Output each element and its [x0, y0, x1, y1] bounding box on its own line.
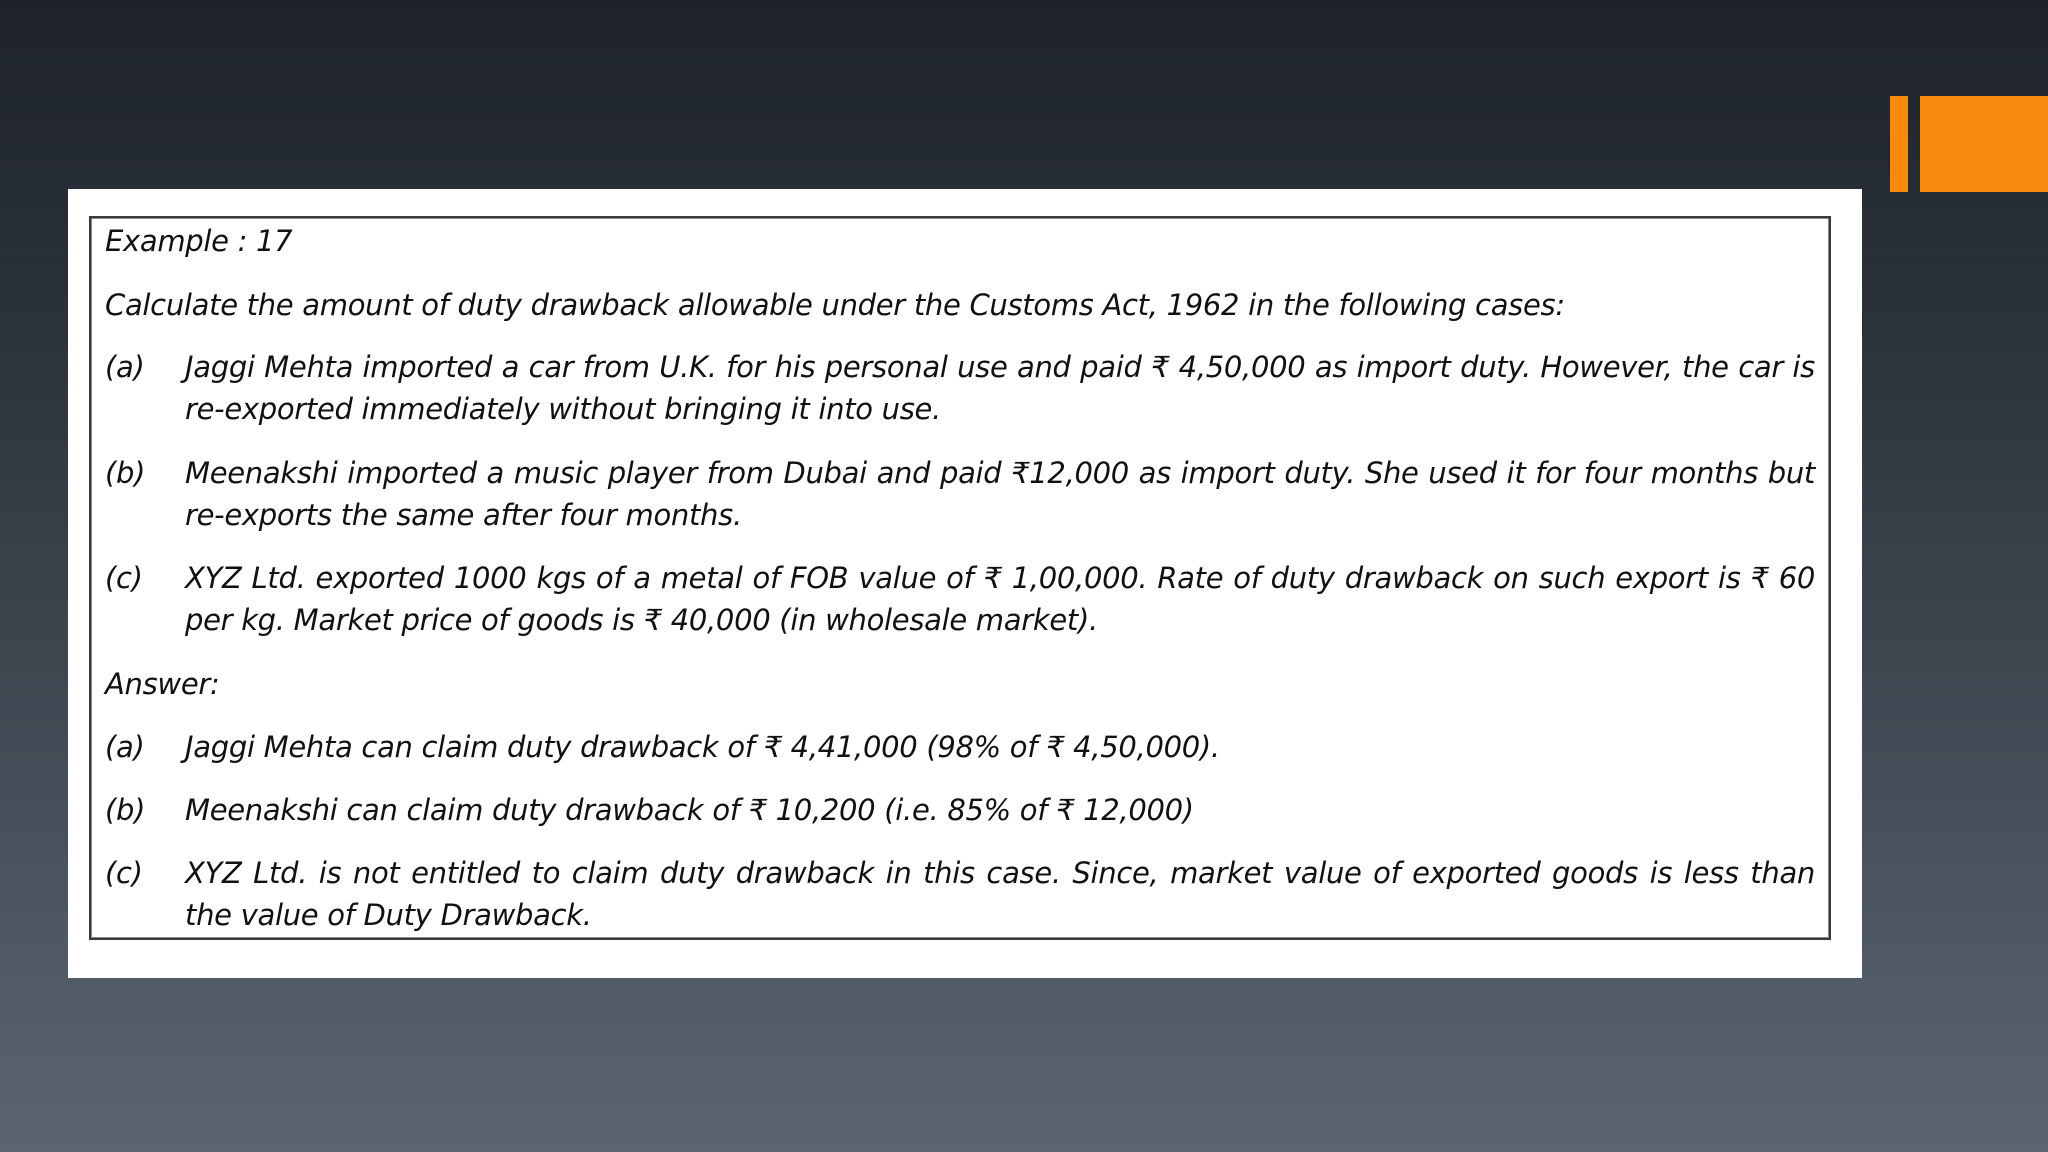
case-item-a	[105, 346, 1815, 430]
case-item-c	[105, 557, 1815, 641]
case-text: XYZ Ltd. exported 1000 kgs of a metal of FOB value of ₹ 1,00,000. Rate of duty drawback on such export is ₹ 60 per kg. Market price of goods is ₹ 40,000 (in wholesale market).	[185, 561, 1815, 637]
answer-label: (b)	[105, 793, 146, 827]
orange-accent-bar-thin	[1890, 96, 1908, 192]
example-heading: Example : 17	[105, 224, 293, 258]
answer-item-a	[105, 726, 1815, 768]
orange-accent-bar-thick	[1920, 96, 2048, 192]
case-label: (a)	[105, 350, 145, 384]
answer-text: XYZ Ltd. is not entitled to claim duty drawback in this case. Since, market value of exported goods is less than the value of Duty Drawback.	[185, 856, 1815, 932]
answer-item-c	[105, 852, 1815, 936]
answer-text: Jaggi Mehta can claim duty drawback of ₹ 4,41,000 (98% of ₹ 4,50,000).	[185, 730, 1220, 764]
case-item-b	[105, 452, 1815, 536]
answer-heading: Answer:	[105, 667, 220, 701]
case-text: Meenakshi imported a music player from Dubai and paid ₹12,000 as import duty. She used it for four months but re-exports the same after four months.	[185, 456, 1815, 532]
case-label: (b)	[105, 456, 146, 490]
case-text: Jaggi Mehta imported a car from U.K. for his personal use and paid ₹ 4,50,000 as import duty. However, the car is re-exported immediately without bringing it into use.	[185, 350, 1815, 426]
question-text: Calculate the amount of duty drawback allowable under the Customs Act, 1962 in the following cases:	[105, 288, 1565, 322]
answer-label: (a)	[105, 730, 145, 764]
answer-label: (c)	[105, 856, 143, 890]
case-label: (c)	[105, 561, 143, 595]
answer-item-b	[105, 789, 1815, 831]
example-document-box	[89, 216, 1831, 940]
slide-content-card	[68, 189, 1862, 978]
answer-text: Meenakshi can claim duty drawback of ₹ 10,200 (i.e. 85% of ₹ 12,000)	[185, 793, 1194, 827]
